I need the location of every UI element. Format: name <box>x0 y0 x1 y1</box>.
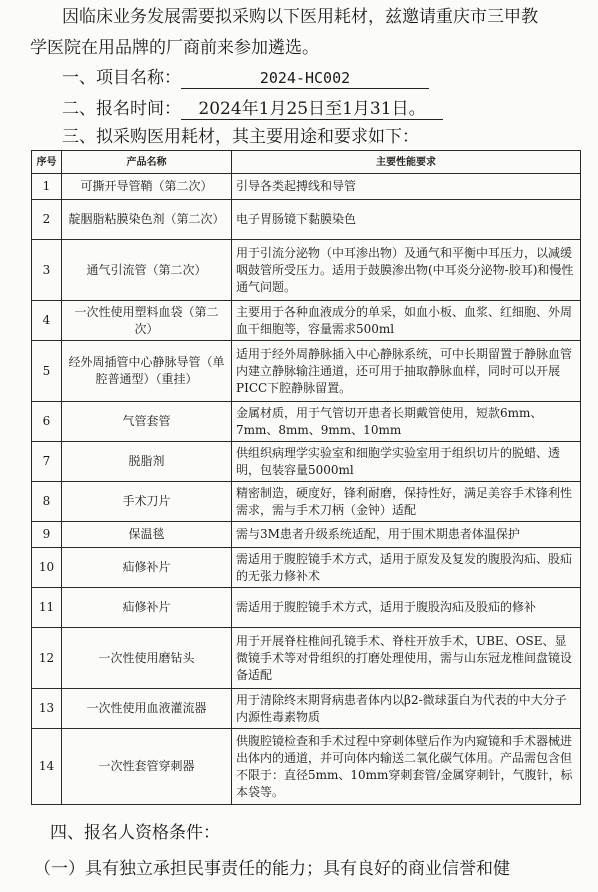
row-requirements: 用于开展脊柱椎间孔镜手术、脊柱开放手术，UBE、OSE、显微镜手术等对骨组织的打磨处理使用，需与山东冠龙椎间盘镜设备适配 <box>232 628 581 689</box>
row-no: 8 <box>32 482 62 522</box>
row-requirements: 需与3M患者升级系统适配，用于围术期患者体温保护 <box>232 522 581 548</box>
table-header-row <box>32 151 581 174</box>
row-requirements: 电子胃肠镜下黏膜染色 <box>232 200 581 240</box>
row-name: 脱脂剂 <box>62 442 232 482</box>
header-no: 序号 <box>32 151 62 174</box>
row-no: 11 <box>32 588 62 628</box>
row-no: 13 <box>32 689 62 729</box>
row-requirements: 用于清除终末期肾病患者体内以β2-微球蛋白为代表的中大分子内源性毒素物质 <box>232 689 581 729</box>
row-name: 一次性使用塑料血袋（第二次） <box>62 301 232 341</box>
row-no: 9 <box>32 522 62 548</box>
intro-line-1: 因临床业务发展需要拟采购以下医用耗材，兹邀请重庆市三甲教 <box>62 7 538 27</box>
row-name: 疝修补片 <box>62 588 232 628</box>
registration-time-value: 2024年1月25日至1月31日。 <box>181 99 443 120</box>
project-name-label: 一、项目名称： <box>62 68 181 88</box>
row-name: 经外周插管中心静脉导管（单腔普通型）（重挂） <box>62 341 232 402</box>
table-row <box>32 301 581 341</box>
table-row <box>32 442 581 482</box>
section-3-heading: 三、拟采购医用耗材，其主要用途和要求如下： <box>62 127 419 147</box>
consumables-table <box>31 150 581 805</box>
row-requirements: 供腹腔镜检查和手术过程中穿刺体壁后作为内窥镜和手术器械进出体内的通道，并可向体内输送二氧化碳气体用。产品需包含但不限于：直径5mm、10mm穿刺套管/金属穿刺针，气腹针，标本袋等。 <box>232 729 581 805</box>
table-row <box>32 588 581 628</box>
row-name: 可撕开导管鞘（第二次） <box>62 174 232 200</box>
row-name: 一次性套管穿刺器 <box>62 729 232 805</box>
row-no: 1 <box>32 174 62 200</box>
row-no: 10 <box>32 548 62 588</box>
intro-line-2: 学医院在用品牌的厂商前来参加遴选。 <box>30 38 319 58</box>
table-row <box>32 341 581 402</box>
project-name-line <box>62 63 429 93</box>
row-no: 6 <box>32 402 62 442</box>
row-requirements: 供组织病理学实验室和细胞学实验室用于组织切片的脱蜡、透明，包装容量5000ml <box>232 442 581 482</box>
row-requirements: 精密制造，硬度好，锋利耐磨，保持性好，满足美容手术锋利性需求，需与手术刀柄（金钟）适配 <box>232 482 581 522</box>
row-requirements: 需适用于腹腔镜手术方式，适用于腹股沟疝及股疝的修补 <box>232 588 581 628</box>
row-requirements: 金属材质，用于气管切开患者长期戴管使用，短款6mm、7mm、8mm、9mm、10mm <box>232 402 581 442</box>
row-name: 靛胭脂粘膜染色剂（第二次） <box>62 200 232 240</box>
section-4-item-1: （一）具有独立承担民事责任的能力；具有良好的商业信誉和健 <box>34 859 510 879</box>
table-row <box>32 174 581 200</box>
row-no: 12 <box>32 628 62 689</box>
table-row <box>32 482 581 522</box>
table-row <box>32 548 581 588</box>
table-row <box>32 628 581 689</box>
row-name: 保温毯 <box>62 522 232 548</box>
section-4-heading: 四、报名人资格条件： <box>50 823 220 843</box>
header-requirements: 主要性能要求 <box>232 151 581 174</box>
row-name: 气管套管 <box>62 402 232 442</box>
row-requirements: 引导各类起搏线和导管 <box>232 174 581 200</box>
header-name: 产品名称 <box>62 151 232 174</box>
row-no: 5 <box>32 341 62 402</box>
table-row <box>32 402 581 442</box>
row-name: 手术刀片 <box>62 482 232 522</box>
table-row <box>32 729 581 805</box>
row-no: 3 <box>32 240 62 301</box>
row-no: 4 <box>32 301 62 341</box>
project-name-value: 2024-HC002 <box>181 68 429 89</box>
table-row <box>32 240 581 301</box>
row-name: 一次性使用磨钻头 <box>62 628 232 689</box>
registration-time-label: 二、报名时间： <box>62 99 181 119</box>
row-name: 通气引流管（第二次） <box>62 240 232 301</box>
row-requirements: 用于引流分泌物（中耳渗出物）及通气和平衡中耳压力，以减缓咽鼓管所受压力。适用于鼓膜渗出物(中耳炎分泌物-胶耳)和慢性通气问题。 <box>232 240 581 301</box>
table-row <box>32 689 581 729</box>
row-requirements: 需适用于腹腔镜手术方式，适用于原发及复发的腹股沟疝、股疝的无张力修补术 <box>232 548 581 588</box>
table-row <box>32 522 581 548</box>
registration-time-line <box>62 94 443 124</box>
table-row <box>32 200 581 240</box>
row-no: 7 <box>32 442 62 482</box>
row-name: 一次性使用血液灌流器 <box>62 689 232 729</box>
row-requirements: 主要用于各种血液成分的单采，如血小板、血浆、红细胞、外周血干细胞等，容量需求500ml <box>232 301 581 341</box>
row-requirements: 适用于经外周静脉插入中心静脉系统，可中长期留置于静脉血管内建立静脉输注通道，还可用于抽取静脉血样，同时可以开展PICC下腔静脉留置。 <box>232 341 581 402</box>
row-no: 2 <box>32 200 62 240</box>
row-name: 疝修补片 <box>62 548 232 588</box>
row-no: 14 <box>32 729 62 805</box>
